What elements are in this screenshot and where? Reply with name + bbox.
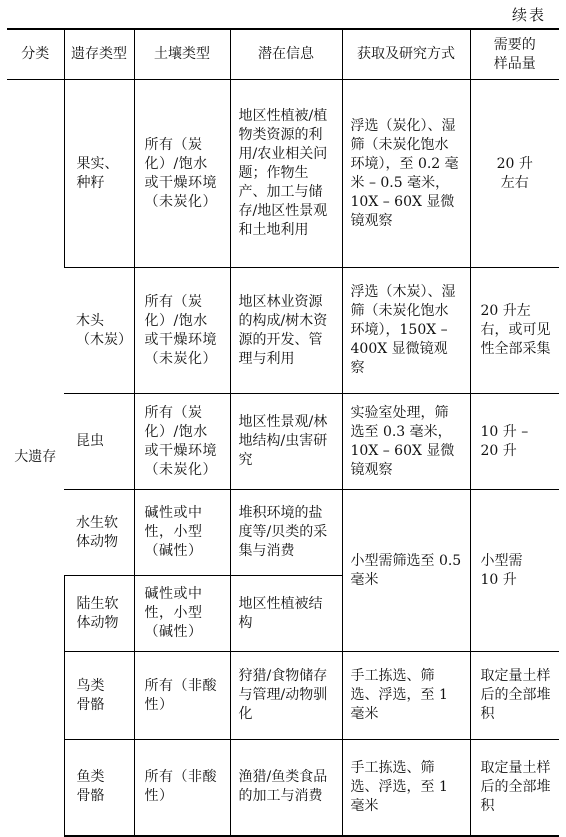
remain-type-cell: 陆生软 体动物	[64, 576, 134, 652]
method-cell: 浮选（木炭）、湿筛（未炭化饱水环境），150X – 400X 显微镜观察	[342, 268, 470, 394]
info-cell: 地区性植被/植物类资源的利用/农业相关问题；作物生产、加工与储存/地区性景观和土地利用	[230, 80, 342, 268]
header-method: 获取及研究方式	[342, 29, 470, 80]
table-row	[7, 394, 559, 490]
sample-cell: 小型需 10 升	[470, 490, 559, 652]
remain-type-cell: 木头 （木炭）	[64, 268, 134, 394]
remain-type-cell: 水生软 体动物	[64, 490, 134, 576]
table-row	[7, 268, 559, 394]
remain-type-cell: 鱼类 骨骼	[64, 740, 134, 836]
soil-type-cell: 所有（非酸性）	[134, 740, 230, 836]
remains-table	[7, 28, 559, 837]
header-category: 分类	[7, 29, 64, 80]
info-cell: 地区性植被结构	[230, 576, 342, 652]
info-cell: 狩猎/食物储存与管理/动物驯化	[230, 652, 342, 740]
table-header-row	[7, 29, 559, 80]
soil-type-cell: 碱性或中性，小型（碱性）	[134, 576, 230, 652]
table-continued-caption: 续表	[511, 6, 546, 24]
soil-type-cell: 所有（炭化）/饱水或干燥环境（未炭化）	[134, 394, 230, 490]
table-row	[7, 80, 559, 268]
remain-type-cell: 鸟类 骨骼	[64, 652, 134, 740]
method-cell: 浮选（炭化）、湿筛（未炭化饱水环境），至 0.2 毫米 – 0.5 毫米，10X – 60X 显微镜观察	[342, 80, 470, 268]
header-sample-amount: 需要的 样品量	[470, 29, 559, 80]
remain-type-cell: 果实、 种籽	[64, 80, 134, 268]
method-cell: 小型需筛选至 0.5 毫米	[342, 490, 470, 652]
info-cell: 地区林业资源的构成/树木资源的开发、管理与利用	[230, 268, 342, 394]
info-cell: 地区性景观/林地结构/虫害研究	[230, 394, 342, 490]
sample-cell: 20 升 左右	[470, 80, 559, 268]
table-row	[7, 740, 559, 836]
soil-type-cell: 所有（炭化）/饱水或干燥环境（未炭化）	[134, 268, 230, 394]
info-cell: 渔猎/鱼类食品的加工与消费	[230, 740, 342, 836]
info-cell: 堆积环境的盐度等/贝类的采集与消费	[230, 490, 342, 576]
sample-cell: 取定量土样后的全部堆积	[470, 652, 559, 740]
method-cell: 手工拣选、筛选、浮选，至 1 毫米	[342, 740, 470, 836]
soil-type-cell: 所有（非酸性）	[134, 652, 230, 740]
remain-type-cell: 昆虫	[64, 394, 134, 490]
header-remain-type: 遗存类型	[64, 29, 134, 80]
soil-type-cell: 所有（炭化）/饱水或干燥环境（未炭化）	[134, 80, 230, 268]
soil-type-cell: 碱性或中性，小型（碱性）	[134, 490, 230, 576]
table-row	[7, 652, 559, 740]
category-cell: 大遗存	[14, 449, 57, 466]
header-soil-type: 土壤类型	[134, 29, 230, 80]
method-cell: 手工拣选、筛选、浮选，至 1 毫米	[342, 652, 470, 740]
sample-cell: 10 升 – 20 升	[470, 394, 559, 490]
sample-cell: 20 升左右，或可见性全部采集	[470, 268, 559, 394]
sample-cell: 取定量土样后的全部堆积	[470, 740, 559, 836]
header-potential-info: 潜在信息	[230, 29, 342, 80]
table-row	[7, 490, 559, 576]
method-cell: 实验室处理，筛选至 0.3 毫米，10X – 60X 显微镜观察	[342, 394, 470, 490]
